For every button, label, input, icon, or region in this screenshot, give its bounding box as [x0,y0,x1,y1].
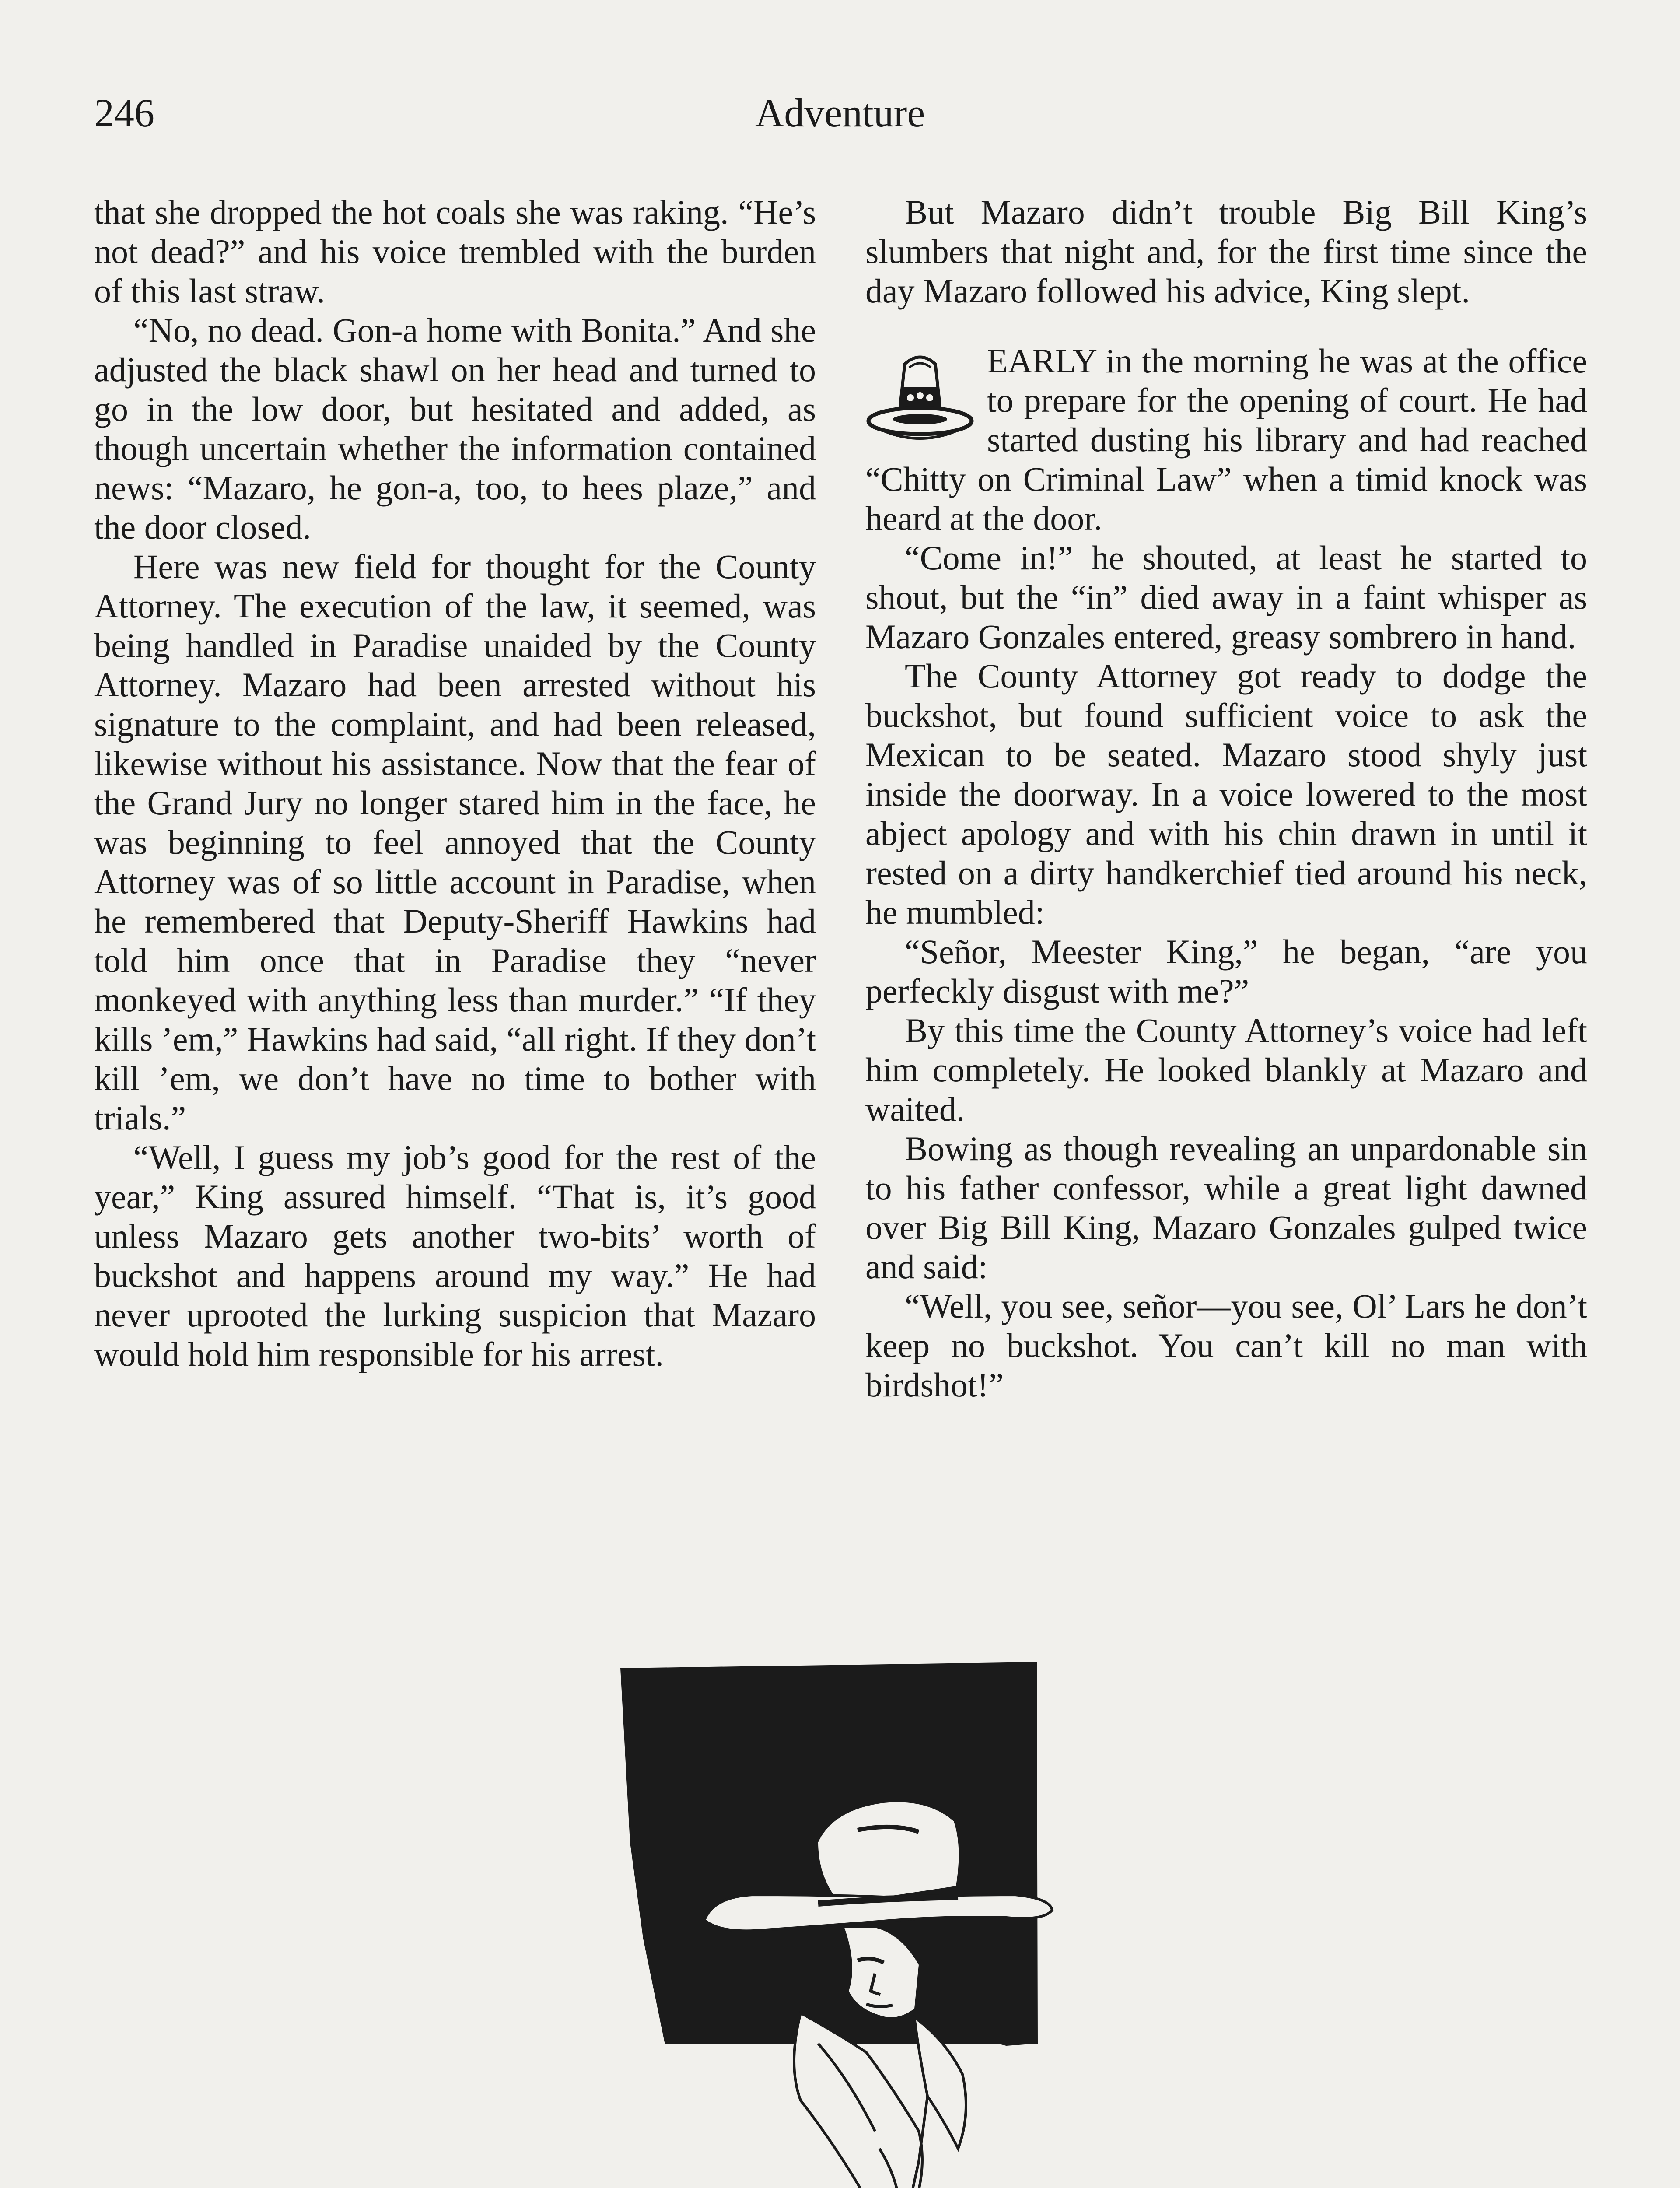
paragraph: that she dropped the hot coals she was raking. “He’s not dead?” and his voice trembled with the burden of this last straw. [94,193,816,310]
paragraph: The County Attorney got ready to dodge the buckshot, but found sufficient voice to ask the Mexican to be seated. Mazaro stood shyly just inside the doorway. In a voice lowered to the most abject apology and with his chin drawn in until it rested on a dirty handkerchief tied around his neck, he mumbled: [865,657,1587,931]
left-column [94,193,816,1374]
paragraph: “Well, I guess my job’s good for the rest of the year,” King assured himself. “That is, it’s good unless Mazaro gets another two-bits’ worth of buckshot and happens around my way.” He had never uprooted the lurking suspicion that Mazaro would hold him responsible for his arrest. [94,1138,816,1373]
paragraph: But Mazaro didn’t trouble Big Bill King’s slumbers that night and, for the first time since the day Mazaro followed his advice, King slept. [865,193,1587,310]
section-break [865,311,1587,341]
section-opening [865,341,1587,538]
paragraph: Here was new field for thought for the County Attorney. The execution of the law, it seemed, was being handled in Paradise unaided by the County Attorney. Mazaro had been arrested without his signature to the complaint, and had been released, likewise without his assistance. Now that the fear of the Grand Jury no longer stared him in the face, he was beginning to feel annoyed that the County Attorney was of so little account in Paradise, when he remembered that Deputy-Sheriff Hawkins had told him once that in Paradise they “never monkeyed with anything less than murder.” “If they kills ’em,” Hawkins had said, “all right. If they don’t kill ’em, we don’t have no time to bother with trials.” [94,547,816,1137]
paragraph: “No, no dead. Gon-a home with Bonita.” And she adjusted the black shawl on her head and turned to go in the low door, but hesitated and added, as though uncertain whether the information contained news: “Mazaro, he gon-a, too, to hees plaze,” and the door closed. [94,311,816,546]
running-title: Adventure [755,91,925,135]
paragraph: By this time the County Attorney’s voice had left him completely. He looked blankly at Mazaro and waited. [865,1011,1587,1128]
right-column [865,193,1587,1405]
paragraph: Bowing as though revealing an unpardonable sin to his father confessor, while a great light dawned over Big Bill King, Mazaro Gonzales gulped twice and said: [865,1129,1587,1286]
sombrero-icon [865,347,975,452]
paragraph: “Well, you see, señor—you see, Ol’ Lars he don’t keep no buckshot. You can’t kill no man with birdshot!” [865,1287,1587,1404]
cowboy-portrait-icon [612,1659,1072,2188]
page-number: 246 [94,91,154,135]
paragraph: EARLY in the morning he was at the office to prepare for the opening of court. He had started dusting his library and had reached “Chitty on Criminal Law” when a timid knock was heard at the door. [865,342,1587,537]
paragraph: “Come in!” he shouted, at least he started to shout, but the “in” died away in a faint whisper as Mazaro Gonzales entered, greasy sombrero in hand. [865,539,1587,656]
paragraph: “Señor, Meester King,” he began, “are you perfeckly disgust with me?” [865,933,1587,1010]
